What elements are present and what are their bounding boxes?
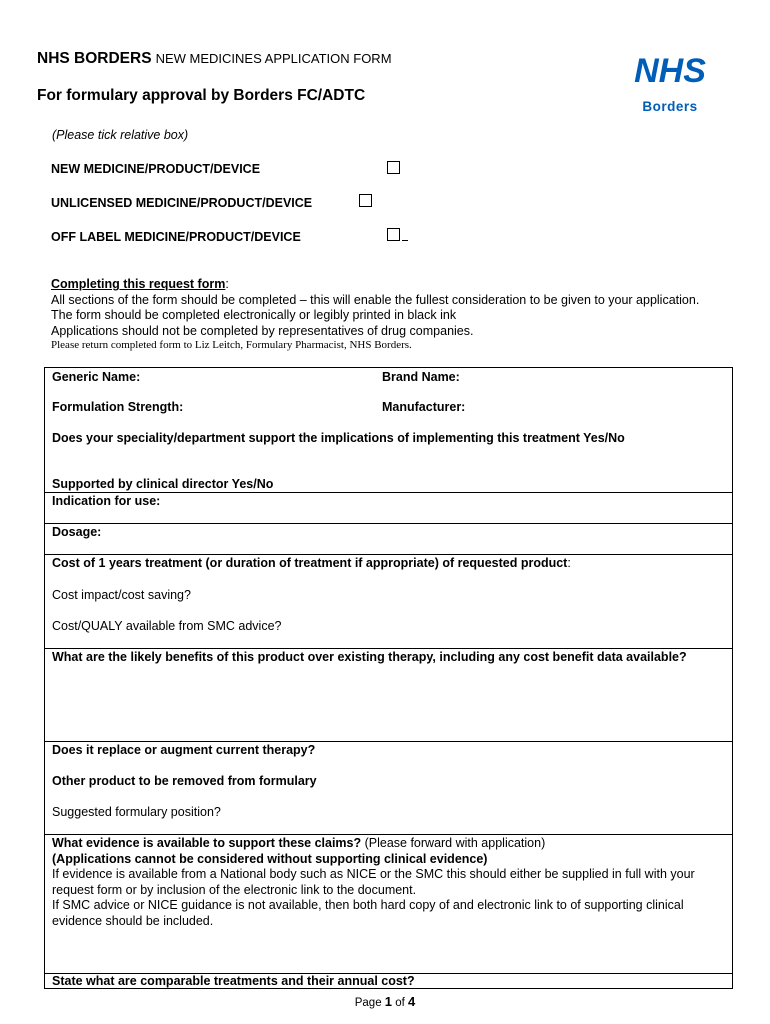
evidence-question[interactable]: What evidence is available to support these claims? (Please forward with application) [52, 836, 546, 850]
nhs-borders-logo [622, 50, 718, 120]
manufacturer-label[interactable]: Manufacturer: [382, 400, 466, 414]
title-form-name: NEW MEDICINES APPLICATION FORM [155, 51, 392, 66]
off-label-checkbox[interactable] [387, 228, 400, 241]
row-divider [45, 554, 732, 555]
instructions-line-2: The form should be completed electronically or legibly printed in black ink [51, 308, 457, 322]
option-new-medicine-label: NEW MEDICINE/PRODUCT/DEVICE [51, 162, 261, 176]
dosage-label[interactable]: Dosage: [52, 525, 102, 539]
formulation-strength-label[interactable]: Formulation Strength: [52, 400, 184, 414]
new-medicine-checkbox[interactable] [387, 161, 400, 174]
form-subtitle: For formulary approval by Borders FC/ADTC [37, 87, 366, 104]
evidence-requirement-note: (Applications cannot be considered without supporting clinical evidence) [52, 852, 488, 866]
other-product-question[interactable]: Other product to be removed from formulary [52, 774, 317, 788]
row-divider [45, 834, 732, 835]
generic-name-label[interactable]: Generic Name: [52, 370, 141, 384]
page-word: Page [354, 997, 382, 1009]
cost-qualy-question[interactable]: Cost/QUALY available from SMC advice? [52, 619, 282, 633]
replace-question[interactable]: Does it replace or augment current therapy? [52, 743, 316, 757]
unlicensed-checkbox[interactable] [359, 194, 372, 207]
row-divider [45, 523, 732, 524]
row-divider [45, 492, 732, 493]
instructions-line-1: All sections of the form should be completed – this will enable the fullest consideration to be given to your application. [51, 292, 700, 307]
logo-subtitle: Borders [642, 99, 698, 114]
tick-instruction: (Please tick relative box) [52, 128, 189, 142]
instructions-block [51, 277, 741, 352]
comparable-treatments-question[interactable]: State what are comparable treatments and their annual cost? [52, 974, 415, 988]
option-off-label-label: OFF LABEL MEDICINE/PRODUCT/DEVICE [51, 230, 301, 244]
indication-label[interactable]: Indication for use: [52, 494, 161, 508]
page-number: 1 [384, 994, 393, 1009]
row-divider [45, 648, 732, 649]
evidence-guidance-1: If evidence is available from a National body such as NICE or the SMC this should either be supplied in full with your request form or by inclusion of the electronic link to the document. [52, 867, 695, 897]
clinical-director-support[interactable]: Supported by clinical director Yes/No [52, 477, 274, 491]
instructions-heading: Completing this request form: [51, 277, 229, 291]
evidence-guidance-2: If SMC advice or NICE guidance is not available, then both hard copy of and electronic link to of supporting clinical evidence should be included. [52, 898, 684, 928]
form-title [37, 50, 392, 68]
instructions-return-note: Please return completed form to Liz Leitch, Formulary Pharmacist, NHS Borders. [51, 339, 412, 351]
of-word: of [395, 997, 405, 1009]
application-form-table [44, 367, 733, 989]
page-total: 4 [408, 994, 416, 1009]
department-support-question[interactable]: Does your speciality/department support the implications of implementing this treatment Yes/No [52, 431, 625, 445]
option-unlicensed-label: UNLICENSED MEDICINE/PRODUCT/DEVICE [51, 196, 313, 210]
cost-question[interactable]: Cost of 1 years treatment (or duration of treatment if appropriate) of requested product: [52, 556, 571, 570]
benefits-question[interactable]: What are the likely benefits of this product over existing therapy, including any cost benefit data available? [52, 650, 687, 664]
title-org: NHS BORDERS [37, 50, 152, 67]
nhs-logo-icon [622, 50, 718, 88]
brand-name-label[interactable]: Brand Name: [382, 370, 460, 384]
cost-impact-question[interactable]: Cost impact/cost saving? [52, 588, 191, 602]
svg-text:NHS: NHS [634, 52, 706, 88]
row-divider [45, 741, 732, 742]
instructions-line-3: Applications should not be completed by representatives of drug companies. [51, 323, 474, 338]
page-footer [0, 994, 770, 1009]
checkbox-underline [402, 240, 408, 241]
formulary-position-question[interactable]: Suggested formulary position? [52, 805, 221, 819]
